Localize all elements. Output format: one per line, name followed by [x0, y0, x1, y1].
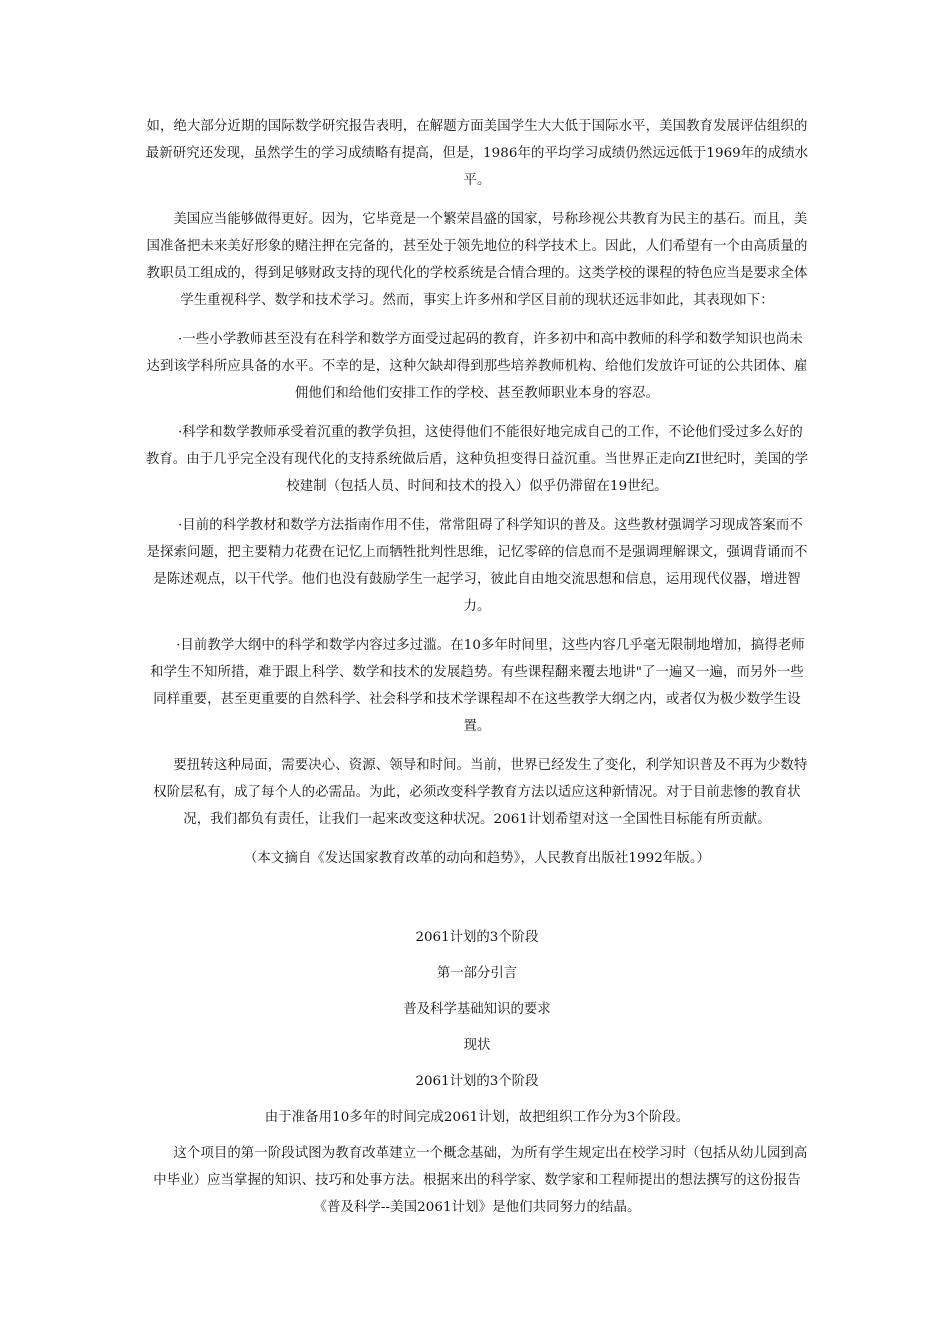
section-headings	[145, 924, 809, 1095]
paragraph-call-to-action: 要扭转这种局面，需要决心、资源、领导和时间。当前，世界已经发生了变化，利学知识普及不再为少数特权阶层私有，成了每个人的必需品。为此，必须改变科学教育方法以适应这种新情况。对于目前悲惨的教育状况，我们都负有责任，让我们一起来改变这种状况。2061计划希望对这一全国性目标能有所贡献。	[153, 758, 808, 827]
source-citation: （本文摘自《发达国家教育改革的动向和趋势》，人民教育出版社1992年版。）	[243, 851, 711, 866]
paragraph-america-should-do-better: 美国应当能够做得更好。因为，它毕竟是一个繁荣昌盛的国家，号称珍视公共教育为民主的基石。而且，美国准备把未来美好形象的赌注押在完备的，甚至处于领先地位的科学技术上。因此，人们希望有一个由高质量的教职员工组成的，得到足够财政支持的现代化的学校系统是合情合理的。这类学校的课程的特色应当是要求全体学生重视科学、数学和技术学习。然而，事实上许多州和学区目前的现状还远非如此，其表现如下：	[146, 212, 808, 308]
paragraph-phase-one: 这个项目的第一阶段试图为教育改革建立一个概念基础，为所有学生规定出在校学习时（包括从幼儿园到高中毕业）应当掌握的知识、技巧和处事方法。根据来出的科学家、数学家和工程师提出的想法撰写的这份报告《普及科学--美国2061计划》是他们共同努力的结晶。	[153, 1146, 808, 1215]
paragraph-three-phases-intro: 由于准备用10多年的时间完成2061计划，故把组织工作分为3个阶段。	[264, 1110, 690, 1125]
bullet-textbooks: ·目前的科学教材和数学方法指南作用不佳，常常阻碍了科学知识的普及。这些教材强调学习现成答案而不是探索问题，把主要精力花费在记忆上而牺牲批判性思维，记忆零碎的信息而不是强调理解课文，强调背诵而不是陈述观点，以干代学。他们也没有鼓励学生一起学习，彼此自由地交流思想和信息，运用现代仪器，增进智力。	[146, 518, 808, 614]
bullet-teacher-training: ·一些小学教师甚至没有在科学和数学方面受过起码的教育，许多初中和高中教师的科学和数学知识也尚未达到该学科所应具备的水平。不幸的是，这种欠缺却得到那些培养教师机构、给他们发放许可证的公共团体、雇佣他们和给他们安排工作的学校、甚至教师职业本身的容忍。	[146, 332, 808, 401]
heading-three-phases: 2061计划的3个阶段	[415, 930, 539, 945]
heading-science-literacy-requirement: 普及科学基础知识的要求	[403, 1002, 551, 1017]
bullet-teaching-burden: ·科学和数学教师承受着沉重的教学负担，这使得他们不能很好地完成自己的工作，不论他们受过多么好的教育。由于几乎完全没有现代化的支持系统做后盾，这种负担变得日益沉重。当世界正走向ZI世纪时，美国的学校建制（包括人员、时间和技术的投入）似乎仍滞留在19世纪。	[145, 425, 809, 494]
heading-three-phases-repeat: 2061计划的3个阶段	[415, 1074, 539, 1089]
heading-part-one-intro: 第一部分引言	[436, 966, 518, 981]
bullet-curriculum-overload: ·目前教学大纲中的科学和数学内容过多过滥。在10多年时间里，这些内容几乎毫无限制地增加，搞得老师和学生不知所措，难于跟上科学、数学和技术的发展趋势。有些课程翻来覆去地讲"了一遍又一遍，而另外一些同样重要，甚至更重要的自然科学、社会科学和技术学课程却不在这些教学大纲之内，或者仅为极少数学生设置。	[150, 638, 805, 734]
document-page	[145, 113, 809, 1221]
heading-current-status: 现状	[463, 1038, 491, 1053]
paragraph-intro-continued: 如，绝大部分近期的国际数学研究报告表明，在解题方面美国学生大大低于国际水平，美国教育发展评估组织的最新研究还发现，虽然学生的学习成绩略有提高，但是，1986年的平均学习成绩仍然远远低于1969年的成绩水平。	[145, 119, 809, 188]
